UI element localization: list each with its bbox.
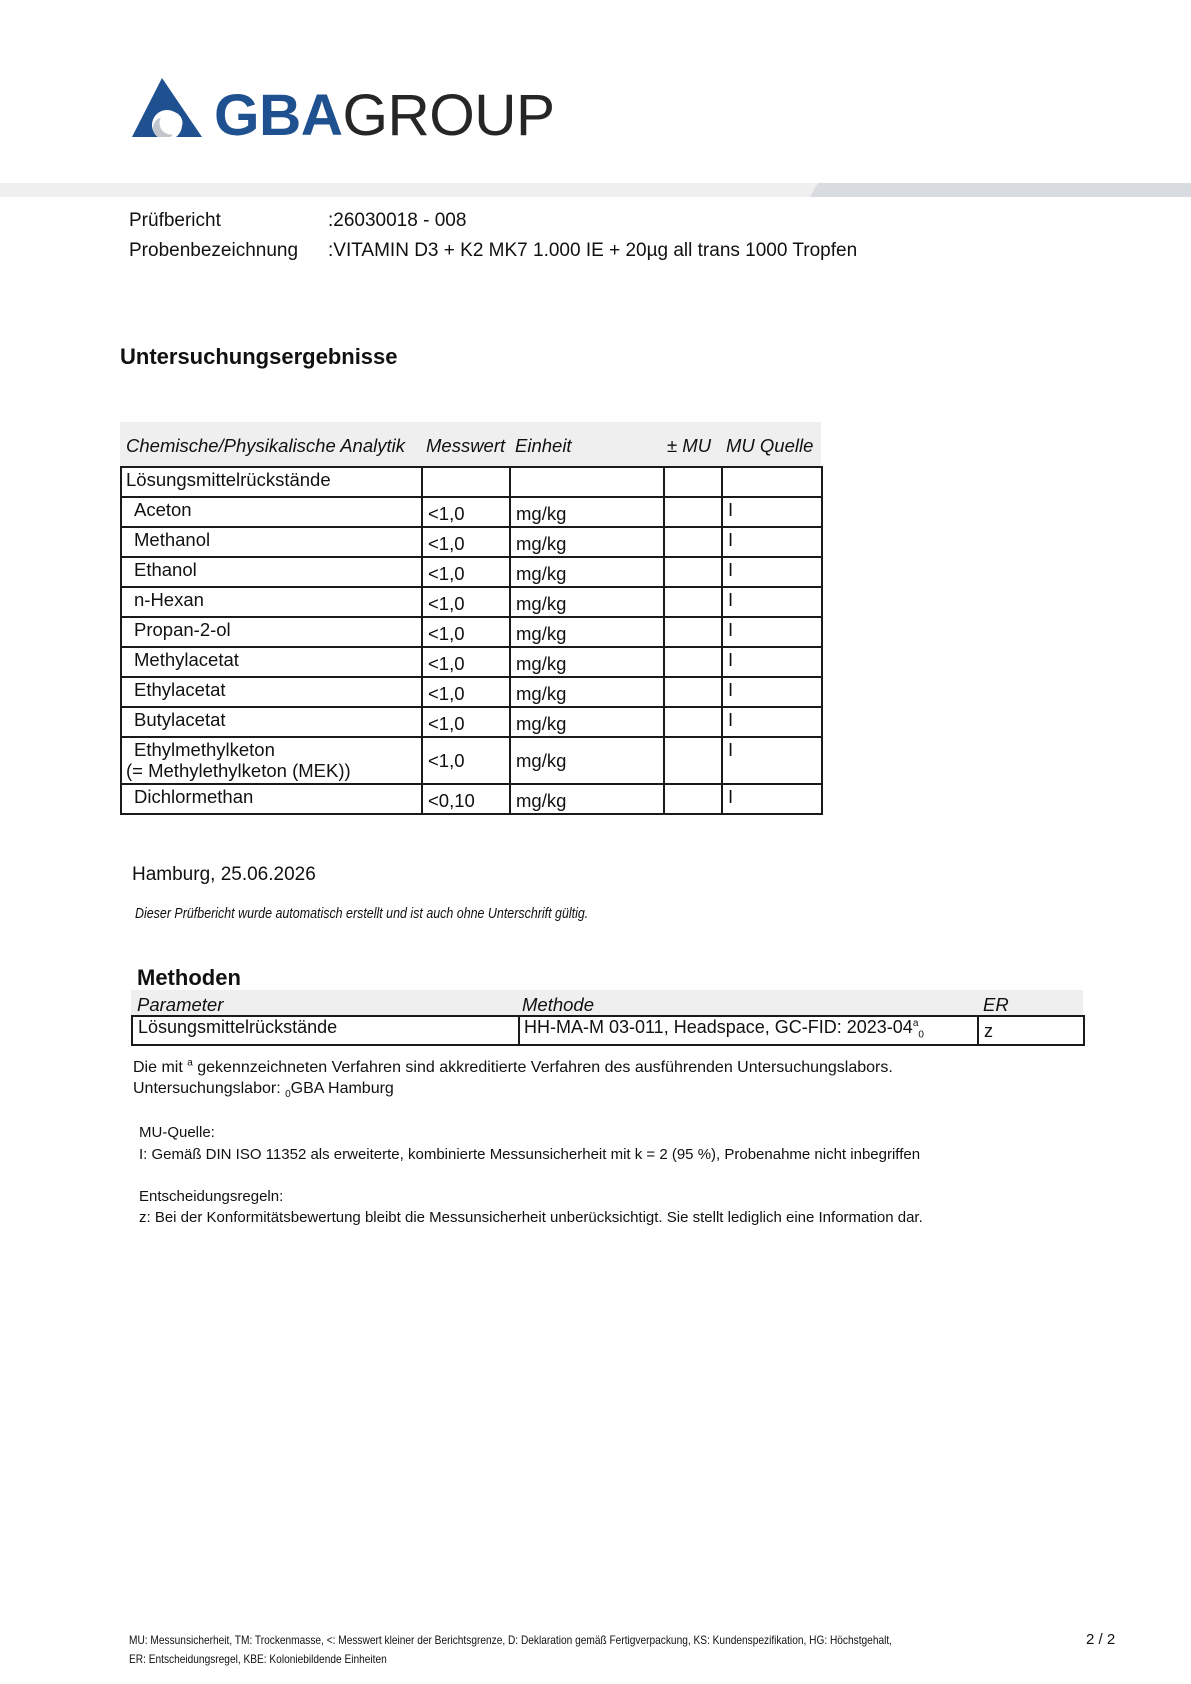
table-group-row bbox=[121, 467, 822, 497]
analyte-name: Ethylacetat bbox=[134, 679, 226, 700]
unit: mg/kg bbox=[510, 737, 664, 784]
analyte-name: Dichlormethan bbox=[134, 786, 254, 807]
logo-text-group: GROUP bbox=[342, 83, 555, 148]
unit: mg/kg bbox=[510, 527, 664, 557]
method-parameter: Lösungsmittelrückstände bbox=[132, 1016, 519, 1045]
analyte-cell bbox=[121, 677, 422, 707]
column-header-unit: Einheit bbox=[515, 435, 572, 456]
mu-source: I bbox=[722, 497, 822, 527]
measured-value: <1,0 bbox=[422, 497, 510, 527]
place-date: Hamburg, 25.06.2026 bbox=[132, 864, 316, 885]
logo-text-gba: GBA bbox=[214, 83, 343, 148]
decision-rules-title: Entscheidungsregeln: bbox=[139, 1188, 284, 1205]
table-row bbox=[132, 1016, 1084, 1045]
decision-rule-code: z bbox=[978, 1016, 1084, 1045]
mu-value bbox=[664, 497, 722, 527]
unit: mg/kg bbox=[510, 557, 664, 587]
analyte-cell bbox=[121, 707, 422, 737]
table-row bbox=[121, 647, 822, 677]
measured-value: <1,0 bbox=[422, 527, 510, 557]
sample-name: :VITAMIN D3 + K2 MK7 1.000 IE + 20µg all trans 1000 Tropfen bbox=[328, 240, 858, 261]
analyte-name: n-Hexan bbox=[134, 589, 204, 610]
analyte-cell bbox=[121, 737, 422, 784]
gba-logo-icon bbox=[132, 78, 202, 137]
report-label: Prüfbericht bbox=[129, 210, 221, 231]
mu-source: I bbox=[722, 707, 822, 737]
methods-table bbox=[131, 1015, 1085, 1046]
unit: mg/kg bbox=[510, 587, 664, 617]
accreditation-mark: a bbox=[187, 1057, 193, 1069]
empty-cell bbox=[664, 467, 722, 497]
results-table bbox=[120, 466, 823, 815]
empty-cell bbox=[422, 467, 510, 497]
table-row bbox=[121, 497, 822, 527]
table-row bbox=[121, 617, 822, 647]
unit: mg/kg bbox=[510, 617, 664, 647]
accreditation-text-before: Die mit bbox=[133, 1059, 183, 1076]
auto-generated-note: Dieser Prüfbericht wurde automatisch erstellt und ist auch ohne Unterschrift gültig. bbox=[135, 905, 589, 922]
analyte-cell bbox=[121, 497, 422, 527]
table-row bbox=[121, 557, 822, 587]
analyte-cell bbox=[121, 647, 422, 677]
footer-abbreviations-line1: MU: Messunsicherheit, TM: Trockenmasse, <: Messwert kleiner der Berichtsgrenze, D: Deklaration gemäß Fertigverpackung, KS: Kundenspezifikation, HG: Höchstgehalt, bbox=[129, 1633, 893, 1647]
analyte-name: Methylacetat bbox=[134, 649, 239, 670]
empty-cell bbox=[510, 467, 664, 497]
analyte-cell bbox=[121, 784, 422, 814]
mu-source-text: I: Gemäß DIN ISO 11352 als erweiterte, kombinierte Messunsicherheit mit k = 2 (95 %), Probenahme nicht inbegriffen bbox=[139, 1146, 921, 1163]
report-number: :26030018 - 008 bbox=[328, 210, 467, 231]
page-number: 2 / 2 bbox=[1086, 1631, 1116, 1648]
header-band bbox=[0, 183, 1191, 197]
mu-value bbox=[664, 707, 722, 737]
table-row bbox=[121, 707, 822, 737]
analyte-name: Propan-2-ol bbox=[134, 619, 231, 640]
decision-rules-text: z: Bei der Konformitätsbewertung bleibt die Messunsicherheit unberücksichtigt. Sie stellt lediglich eine Information dar. bbox=[139, 1209, 923, 1226]
accreditation-note bbox=[133, 1059, 893, 1077]
mu-source: I bbox=[722, 617, 822, 647]
mu-value bbox=[664, 677, 722, 707]
lab-code: 0 bbox=[285, 1089, 291, 1101]
unit: mg/kg bbox=[510, 677, 664, 707]
lab-name: GBA Hamburg bbox=[290, 1080, 394, 1097]
measured-value: <1,0 bbox=[422, 707, 510, 737]
company-logo bbox=[214, 82, 555, 149]
analyte-name: Ethanol bbox=[134, 559, 197, 580]
lab-code: 0 bbox=[918, 1029, 924, 1041]
mu-value bbox=[664, 647, 722, 677]
methods-table-header bbox=[131, 990, 1083, 1016]
group-name: Lösungsmittelrückstände bbox=[121, 467, 422, 497]
column-header-value: Messwert bbox=[426, 435, 506, 456]
measured-value: <0,10 bbox=[422, 784, 510, 814]
sample-label: Probenbezeichnung bbox=[129, 240, 299, 261]
results-table-body bbox=[121, 467, 822, 814]
methods-heading: Methoden bbox=[137, 965, 241, 990]
mu-source: I bbox=[722, 587, 822, 617]
unit: mg/kg bbox=[510, 707, 664, 737]
analyte-cell bbox=[121, 587, 422, 617]
mu-source: I bbox=[722, 647, 822, 677]
accreditation-mark: a bbox=[912, 1018, 919, 1029]
mu-value bbox=[664, 527, 722, 557]
measured-value: <1,0 bbox=[422, 647, 510, 677]
method-name: HH-MA-M 03-011, Headspace, GC-FID: 2023-04 bbox=[524, 1017, 913, 1037]
measured-value: <1,0 bbox=[422, 617, 510, 647]
measured-value: <1,0 bbox=[422, 677, 510, 707]
unit: mg/kg bbox=[510, 784, 664, 814]
analyte-name: Methanol bbox=[134, 529, 211, 550]
mu-source: I bbox=[722, 737, 822, 784]
analyte-name: Aceton bbox=[134, 499, 192, 520]
mu-source: I bbox=[722, 784, 822, 814]
table-row bbox=[121, 737, 822, 784]
column-header-mu-source: MU Quelle bbox=[726, 435, 814, 456]
table-row bbox=[121, 784, 822, 814]
results-heading: Untersuchungsergebnisse bbox=[120, 344, 398, 369]
lab-line bbox=[133, 1080, 394, 1101]
column-header-parameter: Parameter bbox=[137, 994, 224, 1015]
measured-value: <1,0 bbox=[422, 587, 510, 617]
column-header-method: Methode bbox=[522, 994, 594, 1015]
column-header-mu: ± MU bbox=[667, 435, 712, 456]
mu-source: I bbox=[722, 557, 822, 587]
column-header-er: ER bbox=[983, 994, 1009, 1015]
footer-abbreviations-line2: ER: Entscheidungsregel, KBE: Koloniebildende Einheiten bbox=[129, 1652, 387, 1666]
mu-source: I bbox=[722, 677, 822, 707]
analyte-cell bbox=[121, 557, 422, 587]
accreditation-text-after: gekennzeichneten Verfahren sind akkreditierte Verfahren des ausführenden Untersuchungslabors. bbox=[197, 1059, 893, 1076]
measured-value: <1,0 bbox=[422, 737, 510, 784]
method-description bbox=[519, 1016, 978, 1045]
table-row bbox=[121, 587, 822, 617]
mu-value bbox=[664, 617, 722, 647]
measured-value: <1,0 bbox=[422, 557, 510, 587]
mu-source-title: MU-Quelle: bbox=[139, 1124, 215, 1141]
mu-value bbox=[664, 784, 722, 814]
analyte-name: Ethylmethylketon bbox=[134, 739, 275, 760]
mu-value bbox=[664, 587, 722, 617]
empty-cell bbox=[722, 467, 822, 497]
mu-source: I bbox=[722, 527, 822, 557]
unit: mg/kg bbox=[510, 647, 664, 677]
unit: mg/kg bbox=[510, 497, 664, 527]
lab-label: Untersuchungslabor: bbox=[133, 1080, 281, 1097]
mu-value bbox=[664, 557, 722, 587]
analyte-cell bbox=[121, 617, 422, 647]
column-header-analytik: Chemische/Physikalische Analytik bbox=[126, 435, 405, 456]
mu-value bbox=[664, 737, 722, 784]
analyte-name: Butylacetat bbox=[134, 709, 226, 730]
table-row bbox=[121, 527, 822, 557]
table-row bbox=[121, 677, 822, 707]
analyte-name-note: (= Methylethylketon (MEK)) bbox=[126, 760, 351, 781]
analyte-cell bbox=[121, 527, 422, 557]
